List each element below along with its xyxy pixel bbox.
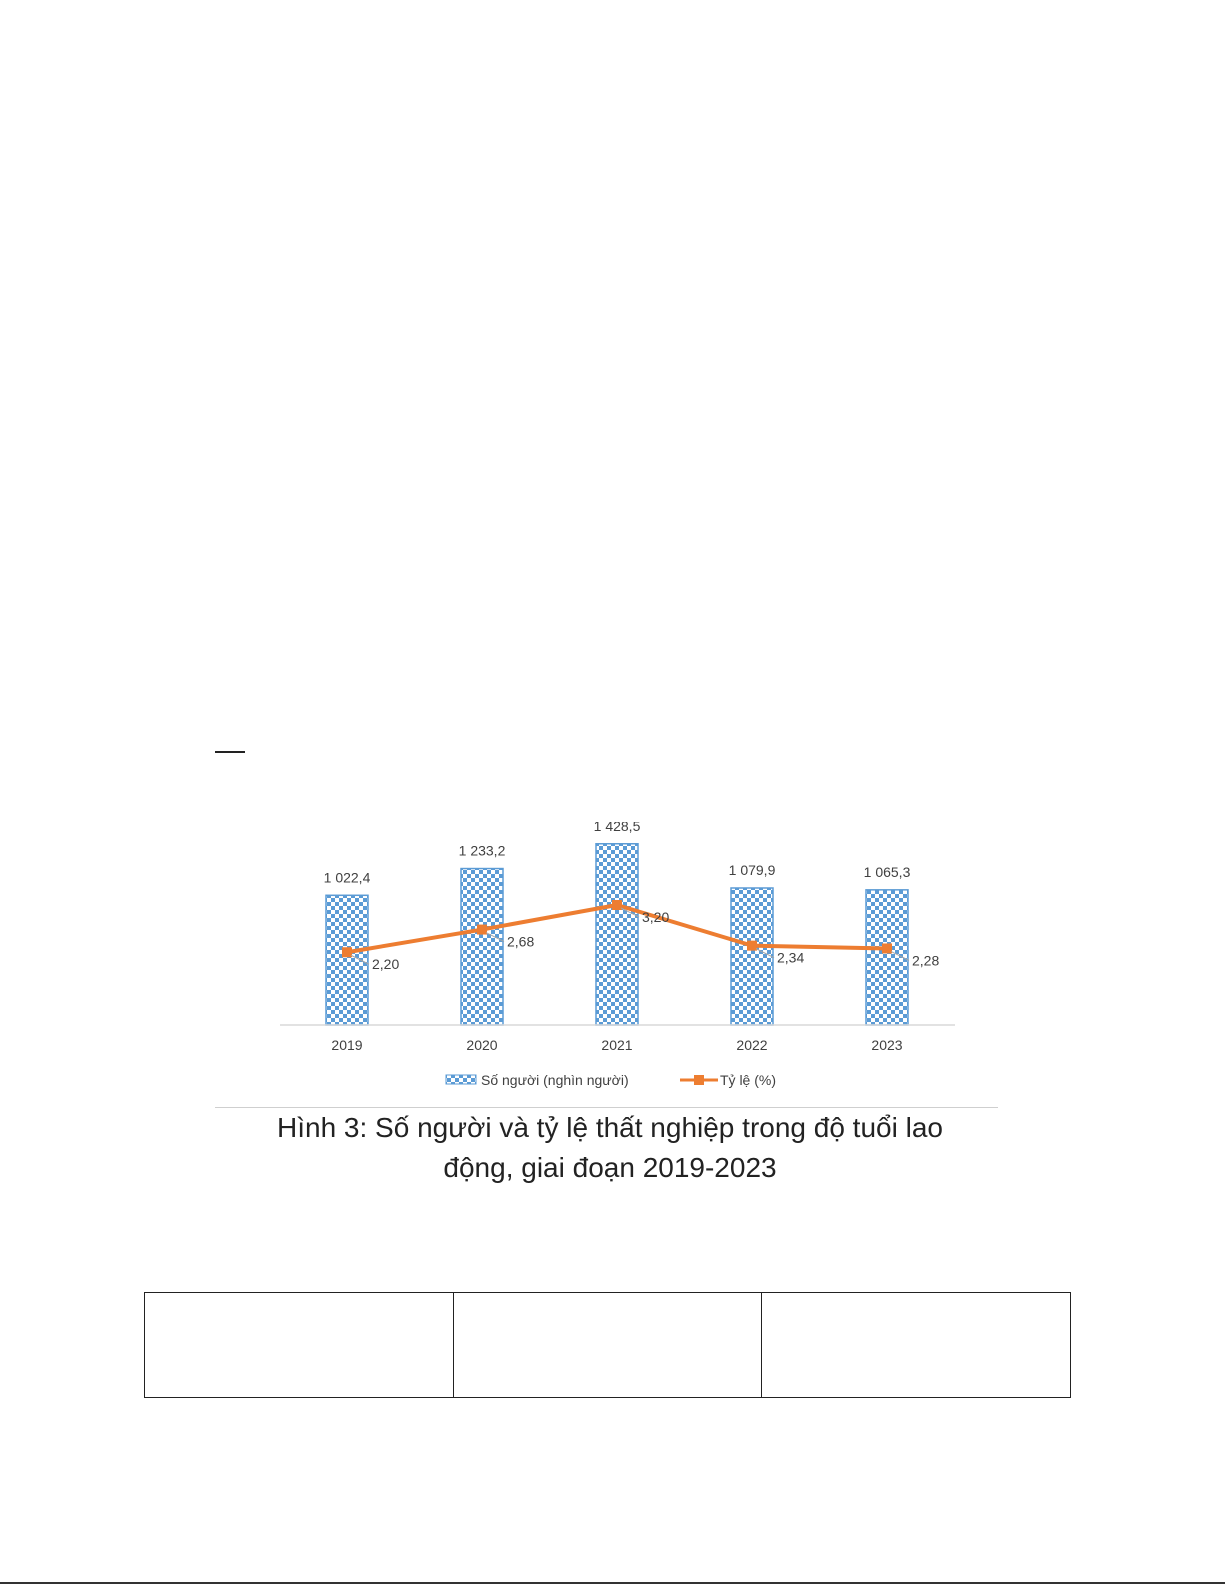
legend-bar-swatch [446,1075,476,1084]
bar-2023 [866,890,908,1025]
bar-value-label: 1 079,9 [728,861,776,878]
table-row [145,1293,1071,1398]
bar-series [323,844,908,1025]
bar-value-label: 1 022,4 [323,869,371,886]
rate-marker-2020 [477,925,487,935]
page-bottom-rule [0,1582,1225,1584]
legend-bar-label: Số người (nghìn người) [481,1072,629,1088]
x-tick-label: 2022 [736,1037,768,1053]
x-tick-label: 2021 [601,1037,633,1053]
bar-value-label: 1 428,5 [593,822,641,834]
x-tick-label: 2023 [871,1037,903,1053]
short-horizontal-rule [215,751,245,753]
table-cell [762,1293,1071,1398]
empty-table [144,1292,1071,1398]
bar-2021 [596,844,638,1025]
chart-figure [215,822,998,1110]
x-tick-label: 2019 [331,1037,363,1053]
rate-value-label: 2,68 [507,933,535,950]
legend-line-marker [694,1075,704,1085]
caption-line-2: động, giai đoạn 2019-2023 [443,1152,777,1183]
table-cell [145,1293,454,1398]
x-tick-label: 2020 [466,1037,498,1053]
rate-value-label: 2,34 [777,949,805,966]
bar-value-label: 1 233,2 [458,842,506,859]
rate-marker-2022 [747,941,757,951]
table-cell [453,1293,762,1398]
caption-line-1: Hình 3: Số người và tỷ lệ thất nghiệp trong độ tuổi lao [277,1112,943,1143]
x-tick-labels [331,1037,902,1053]
chart-legend [446,1072,776,1088]
bar-value-label: 1 065,3 [863,863,911,880]
unemployment-combo-chart [215,822,998,1110]
bar-2020 [461,869,503,1025]
rate-value-label: 2,28 [912,952,940,969]
figure-caption [170,1108,1050,1188]
bar-2022 [731,888,773,1025]
rate-marker-2019 [342,947,352,957]
legend-line-label: Tỷ lệ (%) [720,1072,776,1088]
rate-marker-2023 [882,943,892,953]
rate-value-label: 3,20 [642,909,670,925]
rate-value-label: 2,20 [372,956,400,973]
rate-marker-2021 [612,900,622,910]
